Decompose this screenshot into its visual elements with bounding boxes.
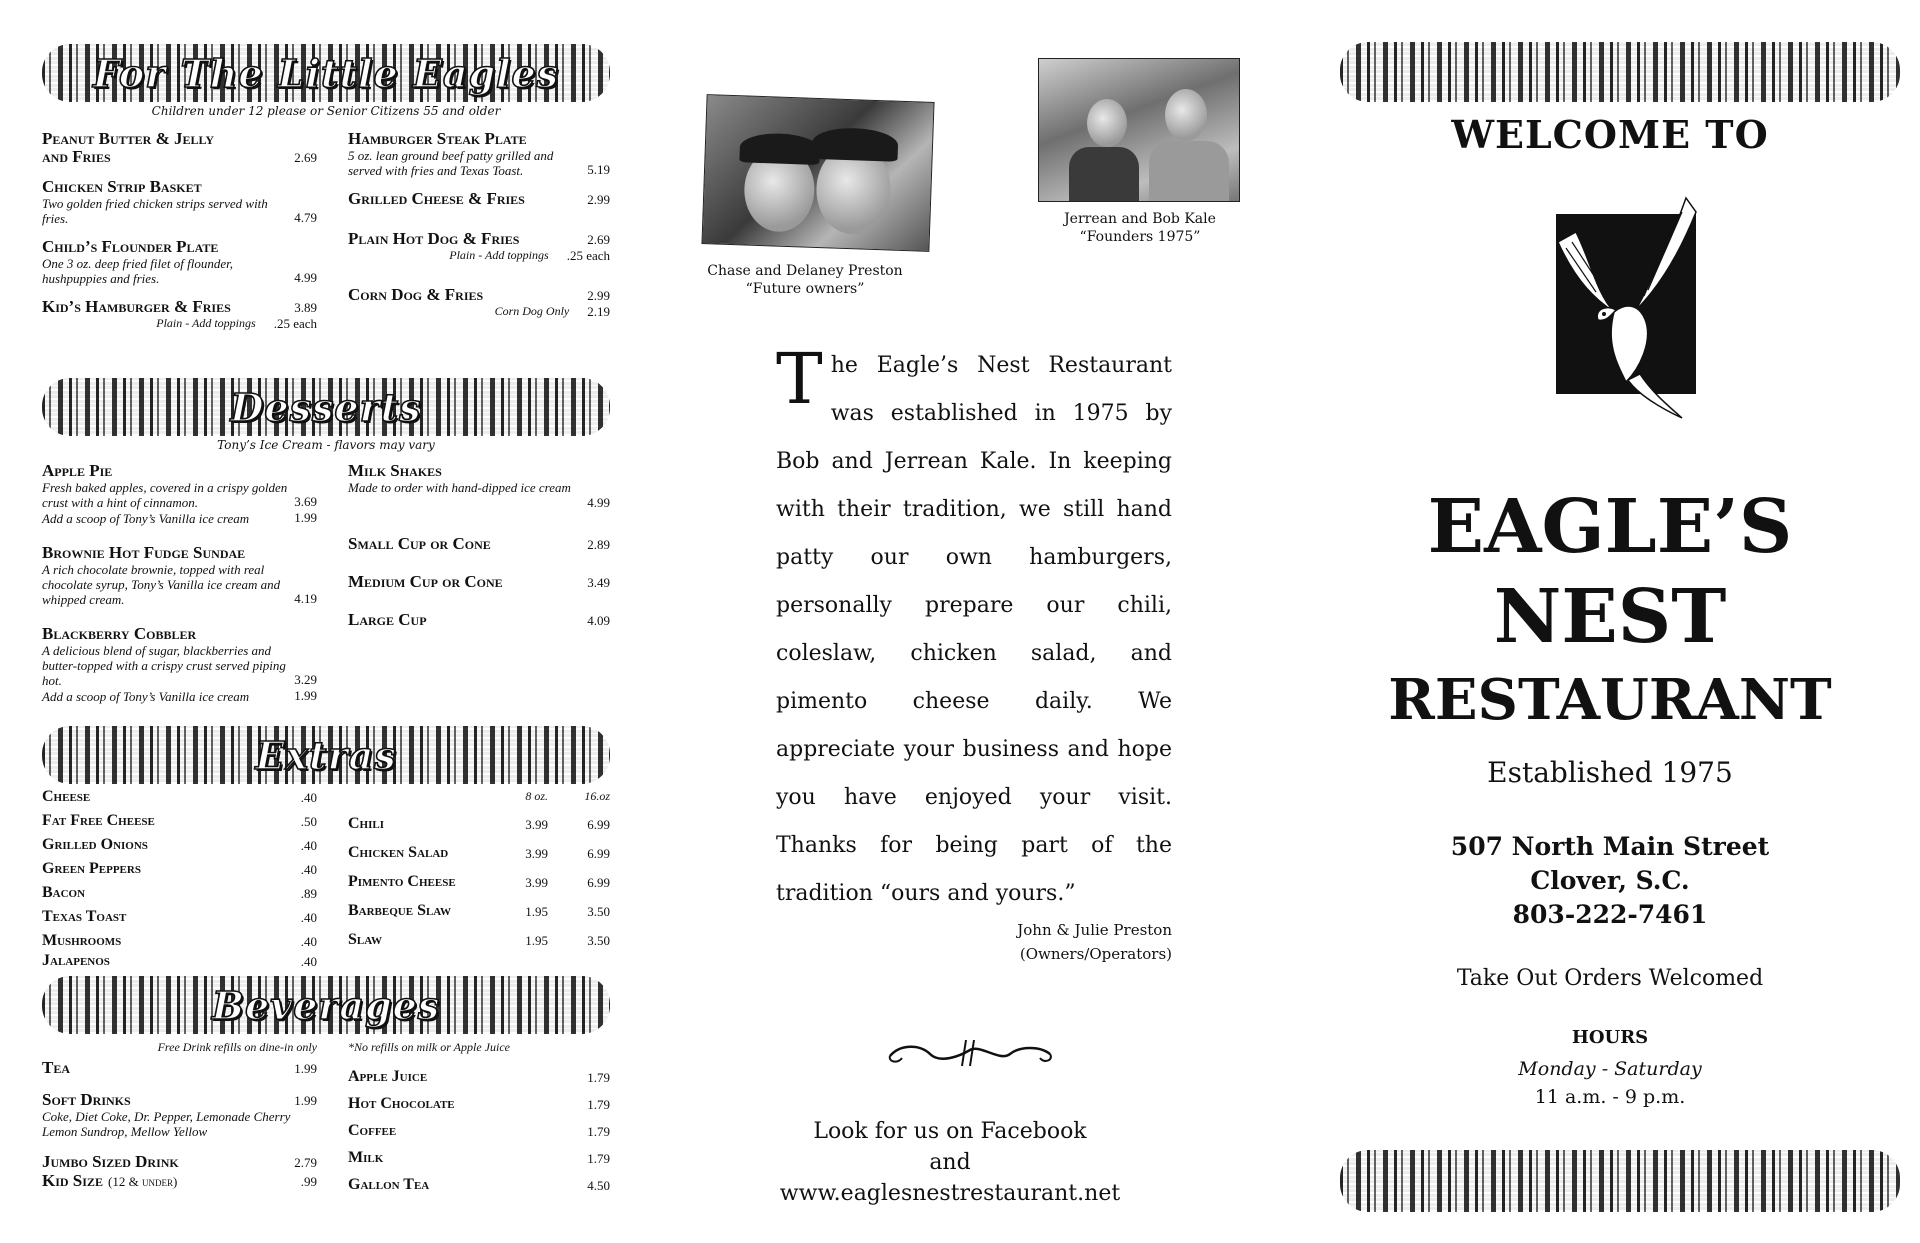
owners-signature: John & Julie Preston (Owners/Operators) [1017, 921, 1172, 963]
desserts-section [42, 378, 610, 462]
item-desc: 5 oz. lean ground beef patty grilled and served with fries and Texas Toast. [348, 148, 554, 178]
refill-note: *No refills on milk or Apple Juice [348, 1040, 510, 1054]
extra-item: Green Peppers .40 [42, 860, 317, 877]
phone-number: 803-222-7461 [1512, 900, 1708, 929]
extra-item: Cheese .40 [42, 788, 317, 805]
refill-note: Free Drink refills on dine-in only [157, 1040, 317, 1054]
top-speckle-banner [1340, 42, 1900, 102]
little-eagles-section [42, 44, 610, 128]
extra-item: Jalapenos .40 [42, 952, 317, 969]
extra-item: Texas Toast .40 [42, 908, 317, 925]
extras-items [42, 782, 610, 970]
item-price: 2.99 [587, 192, 610, 207]
item-price: 4.99 [587, 495, 610, 510]
item-price: 4.99 [294, 270, 317, 285]
hours-days: Monday - Saturday [1518, 1058, 1702, 1080]
founder-face [1165, 89, 1207, 141]
extras-banner [42, 726, 610, 784]
item-price: 3.69 [294, 494, 317, 509]
founder-face [1087, 99, 1127, 147]
future-owners-photo [701, 94, 934, 252]
established: Established 1975 [1487, 756, 1733, 789]
menu-item: Chicken Strip Basket Two golden fried chicken strips served with fries. 4.79 [42, 177, 317, 226]
beverages-banner [42, 976, 610, 1034]
section-title: Extras [255, 732, 397, 778]
menu-item: Hot Chocolate 1.79 [348, 1095, 610, 1112]
item-price: 5.19 [587, 162, 610, 177]
menu-item: Corn Dog & Fries 2.99 Corn Dog Only 2.19 [348, 285, 610, 319]
beverages-section [42, 976, 610, 1034]
item-desc: Fresh baked apples, covered in a crispy golden crust with a hint of cinnamon. [42, 480, 288, 510]
beverages-items [42, 1040, 610, 1202]
size-header: 8 oz. 16.oz [525, 789, 610, 803]
little-eagles-items [42, 130, 610, 344]
extra-item: Fat Free Cheese .50 [42, 812, 317, 829]
future-owners-caption: Chase and Delaney Preston “Future owners” [707, 263, 903, 297]
menu-item: Jumbo Sized Drink 2.79 [42, 1152, 317, 1171]
ornament-icon [880, 1036, 1060, 1070]
menu-item: Kid’s Hamburger & Fries 3.89 Plain - Add toppings .25 each [42, 297, 317, 331]
section-title: For The Little Eagles [92, 50, 560, 96]
section-title: Beverages [211, 982, 441, 1028]
menu-item: Milk Shakes Made to order with hand-dipped ice cream 4.99 [348, 461, 610, 510]
menu-item: Hamburger Steak Plate 5 oz. lean ground beef patty grilled and served with fries and Texas Toast. 5.19 [348, 129, 610, 178]
little-eagles-col2 [348, 130, 610, 344]
menu-item: Blackberry Cobbler A delicious blend of sugar, blackberries and butter-topped with a crispy crust served piping hot. 3.29 Add a scoop of Tony’s Vanilla ice cream 1.99 [42, 624, 317, 704]
menu-item: Large Cup 4.09 [348, 610, 610, 629]
item-desc: Made to order with hand-dipped ice cream [348, 480, 571, 495]
item-price: 2.69 [587, 232, 610, 247]
item-price: 2.89 [587, 537, 610, 552]
menu-item: Soft Drinks 1.99 Coke, Diet Coke, Dr. Pepper, Lemonade Cherry Lemon Sundrop, Mellow Yellow [42, 1090, 317, 1139]
hours-heading: HOURS [1571, 1027, 1649, 1048]
little-eagles-banner [42, 44, 610, 102]
item-price: 3.49 [587, 575, 610, 590]
menu-item: Grilled Cheese & Fries 2.99 [348, 189, 610, 208]
item-desc: A delicious blend of sugar, blackberries and butter-topped with a crispy crust served piping hot. [42, 643, 286, 688]
item-desc: Coke, Diet Coke, Dr. Pepper, Lemonade Cherry Lemon Sundrop, Mellow Yellow [42, 1109, 291, 1139]
item-price: 2.99 [587, 288, 610, 303]
website-link[interactable]: www.eaglesnestrestaurant.net [779, 1181, 1121, 1206]
item-desc: Two golden fried chicken strips served with fries. [42, 196, 268, 226]
cap [811, 127, 898, 162]
address-block [1320, 830, 1900, 932]
menu-item: Apple Pie Fresh baked apples, covered in a crispy golden crust with a hint of cinnamon. 3.69 Add a scoop of Tony’s Vanilla ice cream 1.99 [42, 461, 317, 526]
menu-item: Medium Cup or Cone 3.49 [348, 572, 610, 591]
item-price: 4.19 [294, 591, 317, 606]
menu-item: Brownie Hot Fudge Sundae A rich chocolate brownie, topped with real chocolate syrup, Tony’s Vanilla ice cream and whipped cream. 4.19 [42, 543, 317, 607]
restaurant-name-line3: RESTAURANT [1388, 667, 1832, 733]
founders-photo [1038, 58, 1240, 202]
restaurant-name-line1: EAGLE’S [1427, 484, 1793, 570]
extra-item: Bacon .89 [42, 884, 317, 901]
section-subtitle: Children under 12 please or Senior Citizens 55 and older [151, 104, 501, 118]
item-price: 4.09 [587, 613, 610, 628]
menu-item: Small Cup or Cone 2.89 [348, 534, 610, 553]
extras-section [42, 726, 610, 784]
extra-item: Chili 3.99 6.99 [348, 815, 610, 832]
founder-body [1069, 147, 1139, 201]
menu-item: Apple Juice 1.79 [348, 1068, 610, 1085]
extra-item: Slaw 1.95 3.50 [348, 931, 610, 948]
section-subtitle: Tony’s Ice Cream - flavors may vary [217, 438, 435, 452]
extras-col1 [42, 782, 317, 970]
facebook-note: Look for us on Facebook and www.eaglesnestrestaurant.net [680, 1116, 1220, 1209]
takeout-note: Take Out Orders Welcomed [1456, 966, 1764, 991]
city: Clover, S.C. [1530, 866, 1690, 895]
extra-item: Barbeque Slaw 1.95 3.50 [348, 902, 610, 919]
desserts-banner [42, 378, 610, 436]
extra-item: Chicken Salad 3.99 6.99 [348, 844, 610, 861]
extra-item: Mushrooms .40 [42, 932, 317, 949]
item-price: 3.29 [294, 672, 317, 687]
cover-panel [1320, 0, 1900, 1243]
story-panel [680, 0, 1220, 1243]
menu-item: Child’s Flounder Plate One 3 oz. deep fried filet of flounder, hushpuppies and fries. 4.99 [42, 237, 317, 286]
desserts-col1 [42, 462, 317, 716]
extra-item: Pimento Cheese 3.99 6.99 [348, 873, 610, 890]
menu-item: Kid Size (12 & under) .99 [42, 1171, 317, 1190]
story-text: T he Eagle’s Nest Restaurant was established in 1975 by Bob and Jerrean Kale. In keeping with their tradition, we still hand patty our own hamburgers, personally prepare our chili, coleslaw, chicken salad, and pimento cheese daily. We appreciate your business and hope you have enjoyed your visit. Thanks for being part of the tradition “ours and yours.” [776, 338, 1172, 906]
menu-item: Tea 1.99 [42, 1058, 317, 1077]
beverages-col2 [348, 1040, 610, 1202]
street-address: 507 North Main Street [1450, 832, 1770, 861]
desserts-col2 [348, 462, 610, 716]
item-price: 4.79 [294, 210, 317, 225]
founders-caption: Jerrean and Bob Kale “Founders 1975” [1064, 211, 1216, 245]
little-eagles-col1 [42, 130, 317, 344]
item-price: 3.89 [294, 300, 317, 315]
welcome-heading: WELCOME TO [1451, 112, 1769, 157]
menu-item: Gallon Tea 4.50 [348, 1176, 610, 1193]
menu-panel [30, 0, 610, 1243]
item-price: 2.69 [294, 150, 317, 165]
item-desc: A rich chocolate brownie, topped with real chocolate syrup, Tony’s Vanilla ice cream and whipped cream. [42, 562, 281, 607]
menu-item: Coffee 1.79 [348, 1122, 610, 1139]
eagle-logo-icon [1536, 192, 1704, 422]
desserts-items [42, 462, 610, 716]
hours-time: 11 a.m. - 9 p.m. [1534, 1086, 1686, 1108]
bottom-speckle-banner [1340, 1150, 1900, 1212]
extra-item: Grilled Onions .40 [42, 836, 317, 853]
beverages-col1 [42, 1040, 317, 1202]
menu-item: Plain Hot Dog & Fries 2.69 Plain - Add toppings .25 each [348, 229, 610, 263]
founder-body [1149, 141, 1229, 201]
dropcap: T [776, 338, 823, 420]
section-title: Desserts [230, 384, 422, 430]
menu-item: Peanut Butter & Jelly and Fries 2.69 [42, 129, 317, 166]
extras-col2 [348, 782, 610, 970]
menu-item: Milk 1.79 [348, 1149, 610, 1166]
item-desc: One 3 oz. deep fried filet of flounder, hushpuppies and fries. [42, 256, 234, 286]
restaurant-name-line2: NEST [1493, 574, 1727, 660]
cap [739, 132, 820, 165]
